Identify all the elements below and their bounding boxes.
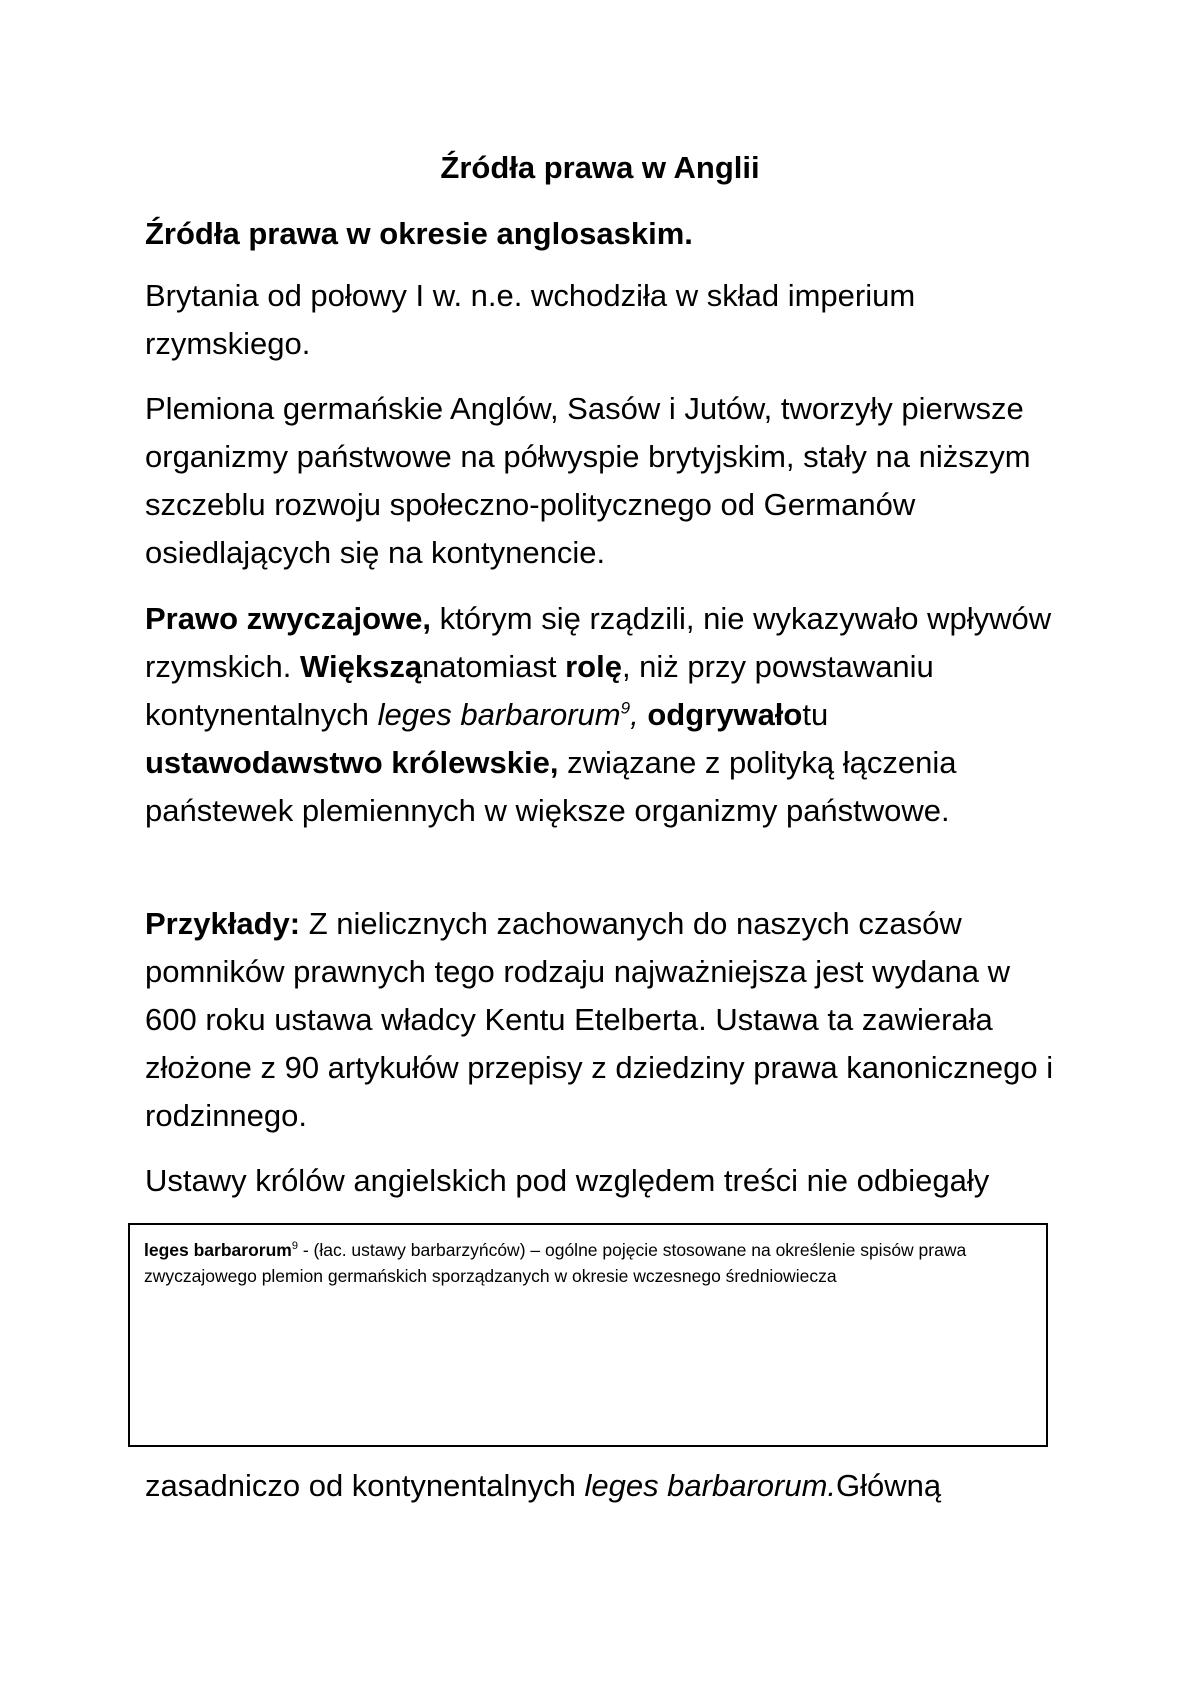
italic-comma: , bbox=[630, 697, 639, 732]
bold-term-role: rolę bbox=[565, 649, 622, 684]
bold-term-greater: Większą bbox=[300, 649, 423, 684]
paragraph-text: natomiast bbox=[422, 649, 566, 684]
paragraph-text: Główną bbox=[836, 1468, 942, 1503]
italic-term-leges-barbarorum: leges barbarorum. bbox=[584, 1468, 837, 1503]
footnote-text: - (łac. ustawy barbarzyńców) – ogólne pojęcie stosowane na określenie spisów prawa zwyczajowego plemion germańskich sporządzanych w okresie wczesnego średniowiecza bbox=[144, 1240, 967, 1286]
paragraph-english-kings-statutes: Ustawy królów angielskich pod względem treści nie odbiegały bbox=[145, 1163, 990, 1198]
paragraph-continuation bbox=[145, 1462, 1055, 1510]
bold-term-royal-legislation: ustawodawstwo królewskie, bbox=[145, 745, 559, 780]
paragraph-examples bbox=[145, 900, 1055, 1140]
paragraph-text: którym się rządzili, nie wykazywało wpływów rzymskich. bbox=[145, 601, 1052, 684]
paragraph-germanic-tribes: Plemiona germańskie Anglów, Sasów i Jutów, tworzyły pierwsze organizmy państwowe na półwyspie brytyjskim, stały na niższym szczeblu rozwoju społeczno-politycznego od Germanów osiedlających się na kontynencie. bbox=[145, 391, 1031, 570]
paragraph-roman-britain: Brytania od połowy I w. n.e. wchodziła w skład imperium rzymskiego. bbox=[145, 278, 916, 361]
paragraph-text: tu bbox=[802, 697, 829, 732]
footnote-box bbox=[128, 1223, 1048, 1447]
footnote-reference: 9 bbox=[620, 698, 631, 718]
paragraph-text: związane z polityką łączenia państewek plemiennych w większe organizmy państwowe. bbox=[145, 745, 957, 828]
paragraph-text: , niż przy powstawaniu kontynentalnych bbox=[145, 649, 934, 732]
bold-term-played: odgrywało bbox=[647, 697, 803, 732]
footnote-number: 9 bbox=[291, 1240, 298, 1253]
paragraph-customary-law bbox=[145, 595, 1055, 835]
bold-term-customary-law: Prawo zwyczajowe, bbox=[145, 601, 431, 636]
italic-term-leges-barbarorum: leges barbarorum bbox=[377, 697, 621, 732]
paragraph-text: Z nielicznych zachowanych do naszych czasów pomników prawnych tego rodzaju najważniejsza jest wydana w 600 roku ustawa władcy Kentu Etelberta. Ustawa ta zawierała złożone z 90 artykułów przepisy z dziedziny prawa kanonicznego i rodzinnego. bbox=[145, 906, 1054, 1133]
footnote-term: leges barbarorum bbox=[144, 1240, 292, 1260]
paragraph-text: zasadniczo od kontynentalnych bbox=[145, 1468, 585, 1503]
section-heading: Źródła prawa w okresie anglosaskim. bbox=[145, 216, 693, 251]
bold-label-examples: Przykłady: bbox=[145, 906, 301, 941]
page-title: Źródła prawa w Anglii bbox=[440, 150, 760, 185]
